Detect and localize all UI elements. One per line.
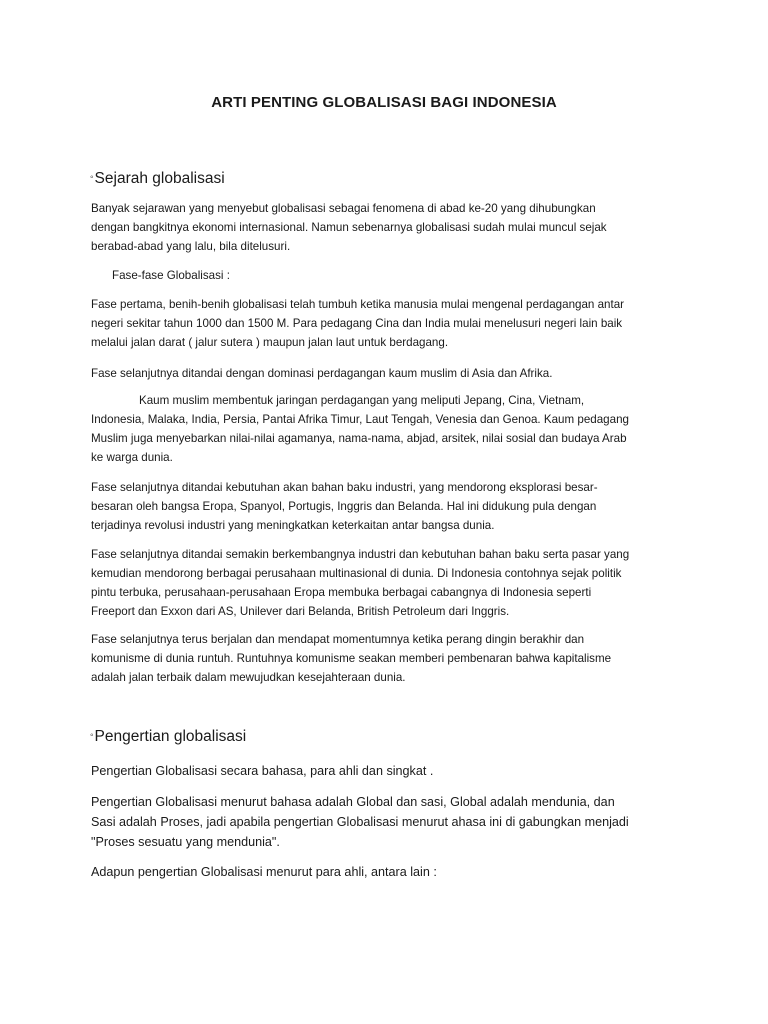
bullet-icon: ◦ — [90, 172, 94, 183]
section-heading-pengertian — [90, 728, 246, 746]
text-line: Banyak sejarawan yang menyebut globalisasi sebagai fenomena di abad ke-20 yang dihubungkan — [91, 202, 596, 215]
text-line: adalah jalan terbaik dalam mewujudkan kesejahteraan dunia. — [91, 671, 406, 684]
paragraph-muslim-trade — [91, 391, 681, 467]
text-line: pintu terbuka, perusahaan-perusahaan Eropa membuka berbagai cabangnya di Indonesia seperti — [91, 586, 592, 599]
text-line: negeri sekitar tahun 1000 dan 1500 M. Para pedagang Cina dan India mulai menelusuri negeri lain baik — [91, 317, 623, 330]
text-line: Fase selanjutnya ditandai dengan dominasi perdagangan kaum muslim di Asia dan Afrika. — [91, 367, 553, 380]
paragraph-definition-experts — [91, 862, 691, 882]
paragraph-definition-intro — [91, 761, 691, 781]
document-title: ARTI PENTING GLOBALISASI BAGI INDONESIA — [211, 94, 557, 111]
text-line: melalui jalan darat ( jalur sutera ) maupun jalan laut untuk berdagang. — [91, 336, 449, 349]
text-line: kemudian mendorong berbagai perusahaan multinasional di dunia. Di Indonesia contohnya sejak politik — [91, 567, 622, 580]
text-line: Indonesia, Malaka, India, Persia, Pantai Afrika Timur, Laut Tengah, Venesia dan Genoa. Kaum pedagang — [91, 413, 629, 426]
text-line: Adapun pengertian Globalisasi menurut para ahli, antara lain : — [91, 865, 437, 879]
text-line: Muslim juga menyebarkan nilai-nilai agamanya, nama-nama, abjad, arsitek, nilai sosial dan budaya Arab — [91, 432, 627, 445]
text-line: berabad-abad yang lalu, bila ditelusuri. — [91, 240, 291, 253]
text-line: Freeport dan Exxon dari AS, Unilever dari Belanda, British Petroleum dari Inggris. — [91, 605, 510, 618]
text-line: besaran oleh bangsa Eropa, Spanyol, Portugis, Inggris dan Belanda. Hal ini didukung pula dengan — [91, 500, 597, 513]
text-line: Sasi adalah Proses, jadi apabila pengertian Globalisasi menurut ahasa ini di gabungkan menjadi — [91, 815, 629, 829]
text-line: terjadinya revolusi industri yang meningkatkan keterkaitan antar bangsa dunia. — [91, 519, 495, 532]
text-line: Fase selanjutnya terus berjalan dan mendapat momentumnya ketika perang dingin berakhir dan — [91, 633, 585, 646]
text-line: komunisme di dunia runtuh. Runtuhnya komunisme seakan memberi pembenaran bahwa kapitalisme — [91, 652, 612, 665]
text-line: ke warga dunia. — [91, 451, 173, 464]
text-line: Fase selanjutnya ditandai kebutuhan akan bahan baku industri, yang mendorong eksplorasi besar- — [91, 481, 598, 494]
text-line: "Proses sesuatu yang mendunia". — [91, 835, 280, 849]
paragraph-intro — [91, 199, 681, 256]
text-line: Fase-fase Globalisasi : — [112, 269, 230, 282]
section-heading-sejarah — [90, 170, 225, 188]
text-line: Kaum muslim membentuk jaringan perdagangan yang meliputi Jepang, Cina, Vietnam, — [139, 394, 585, 407]
paragraph-phase-2 — [91, 364, 681, 383]
paragraph-phase-1 — [91, 295, 681, 352]
bullet-icon: ◦ — [90, 730, 94, 741]
section-heading-text: Sejarah globalisasi — [94, 170, 225, 187]
text-line: Pengertian Globalisasi menurut bahasa adalah Global dan sasi, Global adalah mendunia, dan — [91, 795, 615, 809]
paragraph-phase-5 — [91, 630, 681, 687]
section-heading-text: Pengertian globalisasi — [94, 728, 247, 745]
paragraph-phase-4 — [91, 545, 681, 621]
text-line: Fase selanjutnya ditandai semakin berkembangnya industri dan kebutuhan bahan baku serta pasar yang — [91, 548, 630, 561]
text-line: Pengertian Globalisasi secara bahasa, para ahli dan singkat . — [91, 764, 434, 778]
text-line: dengan bangkitnya ekonomi internasional. Namun sebenarnya globalisasi sudah mulai muncul sejak — [91, 221, 607, 234]
paragraph-definition-language — [91, 792, 691, 852]
paragraph-phase-3 — [91, 478, 681, 535]
text-line: Fase pertama, benih-benih globalisasi telah tumbuh ketika manusia mulai mengenal perdagangan antar — [91, 298, 625, 311]
phases-label — [112, 266, 702, 285]
